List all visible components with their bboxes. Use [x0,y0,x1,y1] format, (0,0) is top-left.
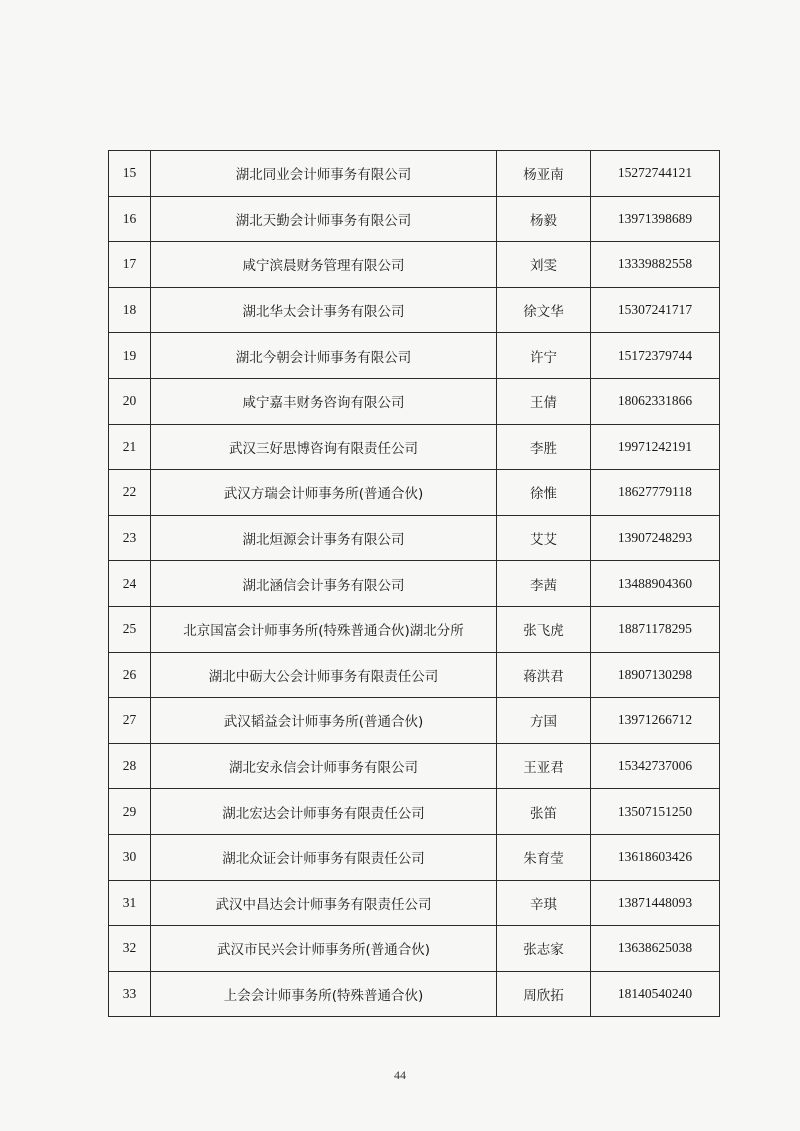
firm-name: 武汉方瑞会计师事务所(普通合伙) [151,470,497,516]
table-row [109,470,720,516]
phone-number: 15172379744 [591,333,720,379]
row-number: 26 [109,652,151,698]
row-number: 24 [109,561,151,607]
phone-number: 15342737006 [591,743,720,789]
firm-name: 武汉市民兴会计师事务所(普通合伙) [151,926,497,972]
row-number: 25 [109,606,151,652]
firm-name: 湖北同业会计师事务有限公司 [151,151,497,197]
row-number: 17 [109,242,151,288]
table-row [109,743,720,789]
phone-number: 13507151250 [591,789,720,835]
firm-contact-table [108,150,720,1017]
contact-name: 朱育莹 [497,834,591,880]
phone-number: 15272744121 [591,151,720,197]
contact-name: 王倩 [497,378,591,424]
firm-name: 武汉中昌达会计师事务有限责任公司 [151,880,497,926]
contact-name: 方国 [497,698,591,744]
table-row [109,834,720,880]
contact-name: 徐文华 [497,287,591,333]
table-row [109,333,720,379]
contact-name: 刘雯 [497,242,591,288]
table-row [109,926,720,972]
phone-number: 18062331866 [591,378,720,424]
table-row [109,789,720,835]
contact-name: 徐惟 [497,470,591,516]
row-number: 22 [109,470,151,516]
table-row [109,378,720,424]
contact-name: 蒋洪君 [497,652,591,698]
phone-number: 19971242191 [591,424,720,470]
firm-name: 北京国富会计师事务所(特殊普通合伙)湖北分所 [151,606,497,652]
row-number: 20 [109,378,151,424]
contact-name: 张志家 [497,926,591,972]
firm-name: 湖北天勤会计师事务有限公司 [151,196,497,242]
phone-number: 13638625038 [591,926,720,972]
table-row [109,242,720,288]
phone-number: 18907130298 [591,652,720,698]
row-number: 16 [109,196,151,242]
row-number: 30 [109,834,151,880]
firm-name: 湖北今朝会计师事务有限公司 [151,333,497,379]
row-number: 32 [109,926,151,972]
contact-name: 许宁 [497,333,591,379]
contact-name: 李胜 [497,424,591,470]
firm-name: 湖北烜源会计事务有限公司 [151,515,497,561]
firm-name: 上会会计师事务所(特殊普通合伙) [151,971,497,1017]
contact-name: 杨亚南 [497,151,591,197]
firm-name: 湖北宏达会计师事务有限责任公司 [151,789,497,835]
table-row [109,287,720,333]
firm-name: 湖北中砺大公会计师事务有限责任公司 [151,652,497,698]
table-row [109,515,720,561]
row-number: 28 [109,743,151,789]
firm-name: 湖北涵信会计事务有限公司 [151,561,497,607]
page-number: 44 [394,1068,406,1082]
phone-number: 18627779118 [591,470,720,516]
row-number: 15 [109,151,151,197]
phone-number: 15307241717 [591,287,720,333]
table-row [109,880,720,926]
row-number: 23 [109,515,151,561]
table-row [109,561,720,607]
contact-name: 艾艾 [497,515,591,561]
phone-number: 13339882558 [591,242,720,288]
phone-number: 13618603426 [591,834,720,880]
firm-name: 武汉韬益会计师事务所(普通合伙) [151,698,497,744]
firm-name: 咸宁嘉丰财务咨询有限公司 [151,378,497,424]
contact-name: 张笛 [497,789,591,835]
phone-number: 13488904360 [591,561,720,607]
table-row [109,971,720,1017]
firm-name: 武汉三好思博咨询有限责任公司 [151,424,497,470]
row-number: 27 [109,698,151,744]
contact-name: 周欣拓 [497,971,591,1017]
row-number: 18 [109,287,151,333]
table-row [109,606,720,652]
contact-name: 辛琪 [497,880,591,926]
contact-name: 杨毅 [497,196,591,242]
phone-number: 13871448093 [591,880,720,926]
firm-name: 湖北众证会计师事务有限责任公司 [151,834,497,880]
phone-number: 13971398689 [591,196,720,242]
firm-name: 咸宁滨晨财务管理有限公司 [151,242,497,288]
phone-number: 18871178295 [591,606,720,652]
firm-name: 湖北华太会计事务有限公司 [151,287,497,333]
table-row [109,151,720,197]
phone-number: 18140540240 [591,971,720,1017]
phone-number: 13907248293 [591,515,720,561]
table-row [109,652,720,698]
contact-name: 王亚君 [497,743,591,789]
row-number: 31 [109,880,151,926]
row-number: 29 [109,789,151,835]
table-row [109,698,720,744]
row-number: 21 [109,424,151,470]
table-row [109,196,720,242]
table-row [109,424,720,470]
row-number: 19 [109,333,151,379]
firm-name: 湖北安永信会计师事务有限公司 [151,743,497,789]
contact-name: 张飞虎 [497,606,591,652]
contact-name: 李茜 [497,561,591,607]
phone-number: 13971266712 [591,698,720,744]
row-number: 33 [109,971,151,1017]
